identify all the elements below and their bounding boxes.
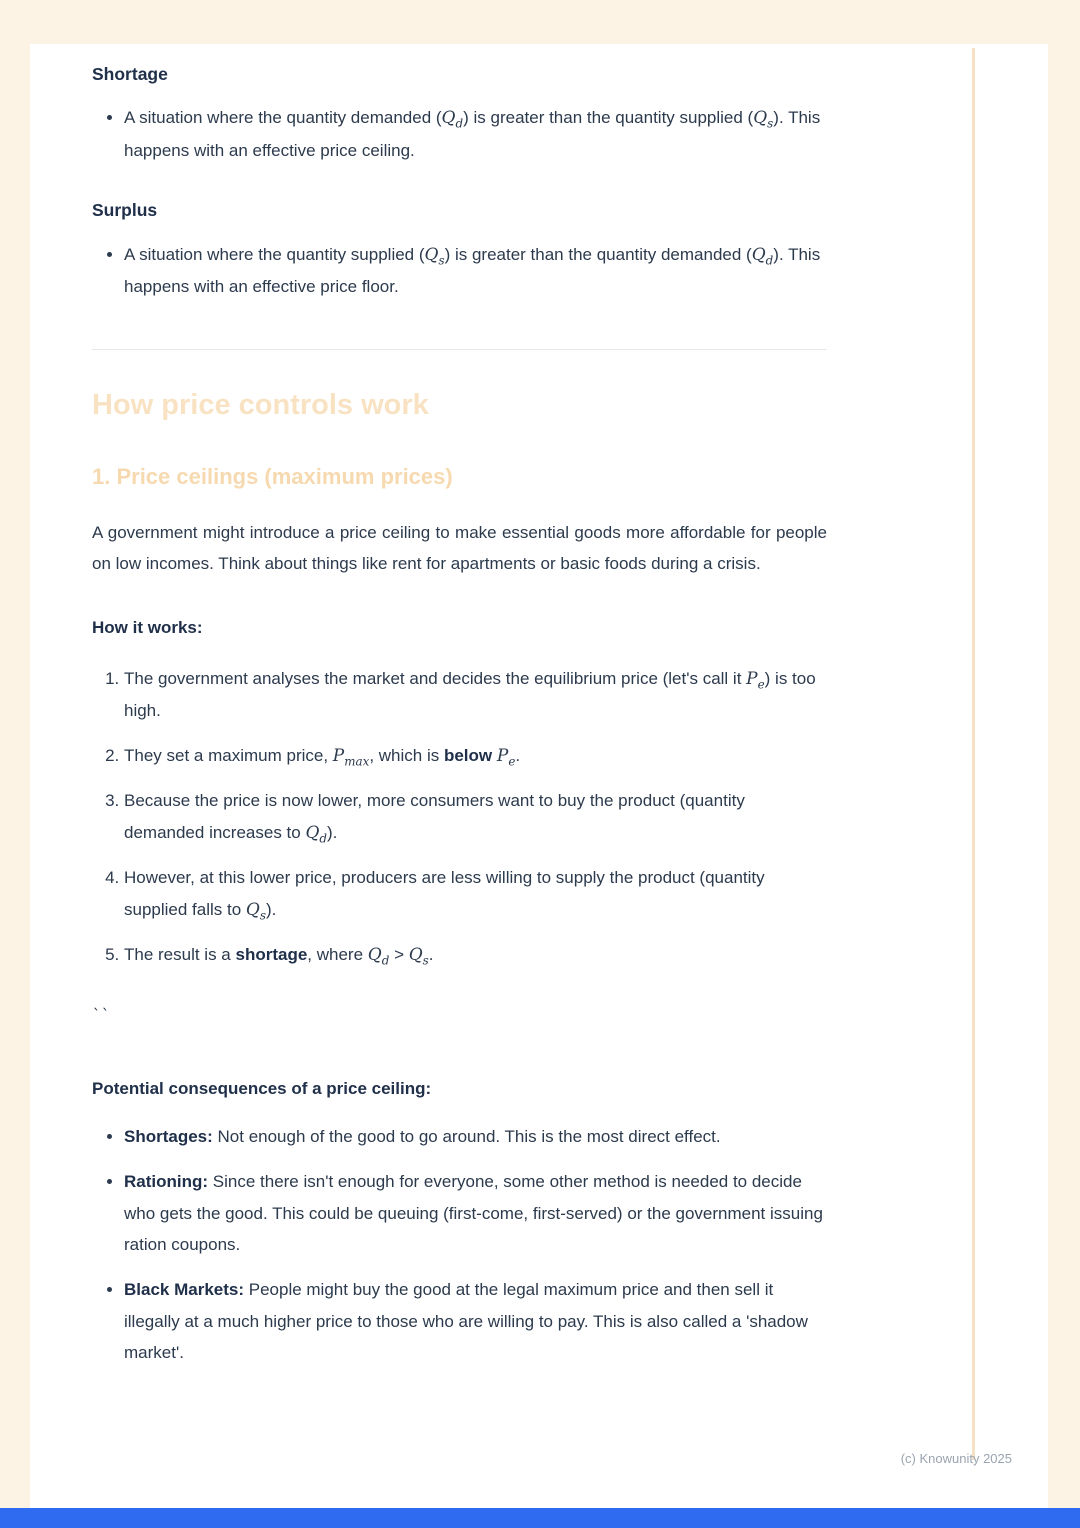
consequence-item: • Rationing: Since there isn't enough for everyone, some other method is needed to decide who gets the good. This could be queuing (first-come, first-served) or the government issuing ration coupons. <box>124 1166 827 1260</box>
surplus-heading: Surplus <box>92 200 158 221</box>
list-item: • A situation where the quantity demanded $(Q_d)$ is greater than the quantity supplied $(Q_s)$. This happens with an effective price ceiling. <box>124 102 827 166</box>
page-edge-line <box>972 48 975 1460</box>
how-it-works-steps <box>92 663 827 972</box>
document-content <box>30 44 827 1369</box>
shortage-definition-list <box>92 102 827 166</box>
step-item: 5. The result is a shortage, where $Q_d > Q_s$. <box>124 939 827 971</box>
document-page <box>30 44 1048 1508</box>
consequences-list <box>92 1121 827 1369</box>
shortage-heading: Shortage <box>92 64 168 84</box>
surplus-definition-list <box>92 239 827 303</box>
step-item: 1. The government analyses the market and decides the equilibrium price (let's call it $P_e$) is too high. <box>124 663 827 727</box>
consequence-item: • Shortages: Not enough of the good to go around. This is the most direct effect. <box>124 1121 827 1152</box>
step-item: 4. However, at this lower price, producers are less willing to supply the product (quantity supplied falls to $Q_s$). <box>124 862 827 926</box>
step-item: 2. They set a maximum price, $P_{max}$, which is below $P_e$. <box>124 740 827 772</box>
footer-credit: (c) Knowunity 2025 <box>900 1451 1012 1466</box>
bottom-accent-bar <box>0 1508 1080 1528</box>
list-item: • A situation where the quantity supplied $(Q_s)$ is greater than the quantity demanded $(Q_d)$. This happens with an effective price floor. <box>124 239 827 303</box>
how-it-works-label: How it works: <box>92 617 203 637</box>
stray-code-fence: `` <box>92 1005 111 1024</box>
section-title: How price controls work <box>92 388 429 421</box>
intro-paragraph: A government might introduce a price ceiling to make essential goods more affordable for people on low incomes. Think about things like rent for apartments or basic foods during a crisis. <box>92 522 827 574</box>
consequence-item: • Black Markets: People might buy the good at the legal maximum price and then sell it illegally at a much higher price to those who are willing to pay. This is also called a 'shadow market'. <box>124 1274 827 1368</box>
consequences-label: Potential consequences of a price ceiling: <box>92 1079 432 1099</box>
section-divider <box>92 349 827 350</box>
step-item: 3. Because the price is now lower, more consumers want to buy the product (quantity demanded increases to $Q_d$). <box>124 785 827 849</box>
subsection-title-price-ceilings: 1. Price ceilings (maximum prices) <box>92 464 453 490</box>
